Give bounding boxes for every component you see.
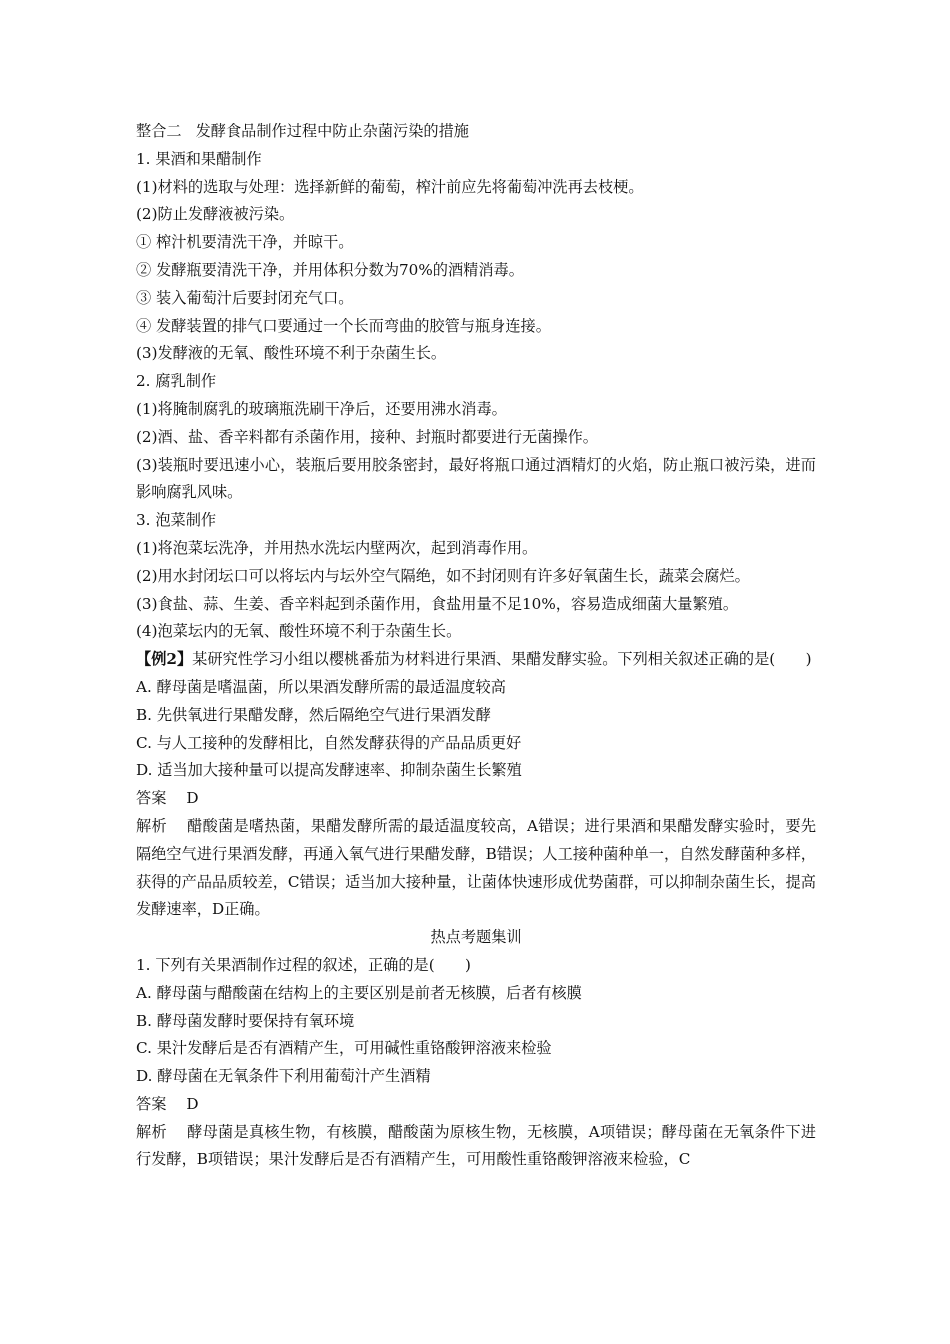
analysis-text: 酵母菌是真核生物，有核膜，醋酸菌为原核生物，无核膜，A项错误；酵母菌在无氧条件下进行发酵，B项错误；果汁发酵后是否有酒精产生，可用酸性重铬酸钾溶液来检验，C [136, 1122, 817, 1169]
part3-line: (4)泡菜坛内的无氧、酸性环境不利于杂菌生长。 [136, 622, 462, 641]
q1-question: 1. 下列有关果酒制作过程的叙述，正确的是( ) [136, 955, 471, 974]
part3-heading: 3. 泡菜制作 [136, 511, 217, 530]
q1-option: A. 酵母菌与醋酸菌在结构上的主要区别是前者无核膜，后者有核膜 [136, 983, 582, 1002]
example2-option: B. 先供氧进行果醋发酵，然后隔绝空气进行果酒发酵 [136, 705, 491, 724]
part3-line: (2)用水封闭坛口可以将坛内与坛外空气隔绝，如不封闭则有许多好氧菌生长，蔬菜会腐烂。 [136, 566, 750, 585]
part1-heading: 1. 果酒和果醋制作 [136, 149, 262, 168]
example2-question-text: 某研究性学习小组以樱桃番茄为材料进行果酒、果醋发酵实验。下列相关叙述正确的是( ) [192, 650, 812, 669]
section-title-text: 发酵食品制作过程中防止杂菌污染的措施 [195, 122, 469, 140]
analysis-text: 醋酸菌是嗜热菌，果醋发酵所需的最适温度较高，A错误；进行果酒和果醋发酵实验时，要先隔绝空气进行果酒发酵，再通入氧气进行果醋发酵，B错误；人工接种菌种单一，自然发酵菌种多样，获得的产品品质较差，C错误；适当加大接种量，让菌体快速形成优势菌群，可以抑制杂菌生长，提高发酵速率，D正确。 [136, 816, 817, 919]
analysis-label: 解析 [136, 816, 167, 835]
hot-topics-title: 热点考题集训 [430, 928, 522, 947]
q1-option: B. 酵母菌发酵时要保持有氧环境 [136, 1011, 355, 1030]
example2-option: C. 与人工接种的发酵相比，自然发酵获得的产品品质更好 [136, 733, 522, 752]
answer-value: D [186, 789, 199, 808]
part1-line: (3)发酵液的无氧、酸性环境不利于杂菌生长。 [136, 344, 447, 363]
part1-line: ③ 装入葡萄汁后要封闭充气口。 [136, 288, 354, 307]
part1-line: ① 榨汁机要清洗干净，并晾干。 [136, 233, 354, 252]
q1-analysis [136, 1119, 816, 1175]
example2-question [136, 646, 816, 674]
answer-label: 答案 [136, 789, 167, 808]
example2-option: D. 适当加大接种量可以提高发酵速率、抑制杂菌生长繁殖 [136, 761, 522, 780]
part2-line: (3)装瓶时要迅速小心，装瓶后要用胶条密封，最好将瓶口通过酒精灯的火焰，防止瓶口被污染，进而影响腐乳风味。 [136, 455, 816, 502]
example2-label: 【例2】 [136, 650, 193, 669]
answer-label: 答案 [136, 1094, 167, 1113]
part1-line: ④ 发酵装置的排气口要通过一个长而弯曲的胶管与瓶身连接。 [136, 316, 551, 335]
part2-heading: 2. 腐乳制作 [136, 372, 217, 391]
example2-analysis [136, 813, 816, 924]
part3-line: (1)将泡菜坛洗净，并用热水洗坛内壁两次，起到消毒作用。 [136, 538, 538, 557]
analysis-label: 解析 [136, 1122, 167, 1141]
q1-option: C. 果汁发酵后是否有酒精产生，可用碱性重铬酸钾溶液来检验 [136, 1039, 552, 1058]
example2-answer [136, 785, 816, 813]
section-title [136, 118, 816, 146]
document-page [136, 118, 816, 1174]
q1-option: D. 酵母菌在无氧条件下利用葡萄汁产生酒精 [136, 1067, 431, 1086]
part1-line: (1)材料的选取与处理：选择新鲜的葡萄，榨汁前应先将葡萄冲洗再去枝梗。 [136, 177, 644, 196]
part1-line: (2)防止发酵液被污染。 [136, 205, 295, 224]
part1-line: ② 发酵瓶要清洗干净，并用体积分数为70%的酒精消毒。 [136, 260, 524, 279]
part3-line: (3)食盐、蒜、生姜、香辛料起到杀菌作用，食盐用量不足10%，容易造成细菌大量繁殖。 [136, 594, 739, 613]
part2-line: (1)将腌制腐乳的玻璃瓶洗刷干净后，还要用沸水消毒。 [136, 399, 507, 418]
example2-option: A. 酵母菌是嗜温菌，所以果酒发酵所需的最适温度较高 [136, 677, 506, 696]
q1-answer [136, 1091, 816, 1119]
part2-line: (2)酒、盐、香辛料都有杀菌作用，接种、封瓶时都要进行无菌操作。 [136, 427, 598, 446]
section-title-prefix: 整合二 [136, 122, 182, 140]
answer-value: D [186, 1094, 199, 1113]
